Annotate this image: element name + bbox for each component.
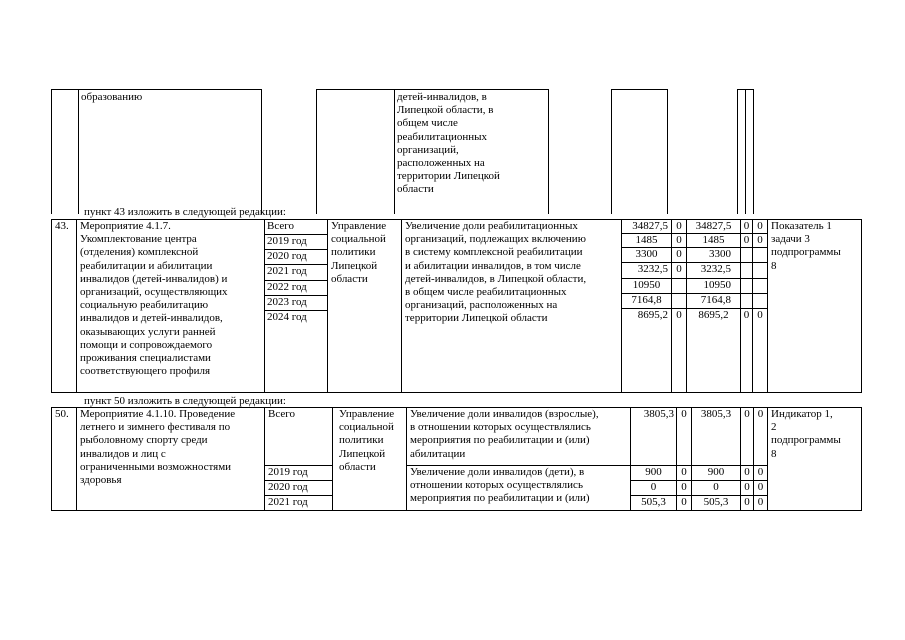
row-43-total-2020: 3300 bbox=[635, 248, 658, 260]
row-43-zero-b-2024: 0 bbox=[743, 309, 750, 321]
row-43-zero-c-all: 0 bbox=[757, 220, 763, 232]
row-50-indicator-adults: Увеличение доли инвалидов (взрослые), в отношении которых осуществлялись мероприятия по реабилитации и (или) абилитации bbox=[410, 408, 599, 460]
row-43-total-2024: 8695,2 bbox=[637, 309, 668, 321]
row-50-total-all: 3805,3 bbox=[643, 408, 674, 420]
row-43-zero-a-2024: 0 bbox=[676, 309, 682, 321]
row-50-regional-2020: 0 bbox=[713, 481, 719, 493]
row-43-total-2019: 1485 bbox=[635, 234, 658, 246]
row-50-total-2019: 900 bbox=[645, 466, 662, 478]
row-43-executor: Управление социальной политики Липецкой области bbox=[331, 220, 387, 285]
row-50-zero-a-2019: 0 bbox=[681, 466, 687, 478]
row-43-regional-2020: 3300 bbox=[709, 248, 731, 260]
row-50-zero-b-2019: 0 bbox=[744, 466, 750, 478]
row-43-year-2022: 2022 год bbox=[267, 281, 307, 293]
row-43-zero-b-2019: 0 bbox=[743, 234, 750, 246]
row-43-regional-all: 34827,5 bbox=[695, 220, 732, 232]
row-50-year-2019: 2019 год bbox=[268, 466, 308, 478]
top-block-event-text: образованию bbox=[81, 91, 143, 103]
row-43-regional-2021: 3232,5 bbox=[700, 263, 731, 275]
row-43-year-total: Всего bbox=[267, 220, 294, 232]
row-50-number: 50. bbox=[55, 408, 69, 420]
row-50-year-2020: 2020 год bbox=[268, 481, 308, 493]
row-43-indicator: Увеличение доли реабилитационных организаций, подлежащих включению в систему комплексной реабилитации и абилитации инвалидов, в том числе детей-инвалидов, в Липецкой области, в общем числе реабилитационных организаций, расположенных на территории Липецкой области bbox=[405, 220, 587, 325]
amendment-note-43: пункт 43 изложить в следующей редакции: bbox=[84, 206, 286, 218]
row-43-year-2019: 2019 год bbox=[267, 235, 307, 247]
row-43-total-2022: 10950 bbox=[632, 279, 661, 291]
row-43-total-2023: 7164,8 bbox=[631, 294, 662, 306]
row-43-year-2023: 2023 год bbox=[267, 296, 307, 308]
row-43-total-2021: 3232,5 bbox=[637, 263, 668, 275]
row-50-total-2021: 505,3 bbox=[641, 496, 666, 508]
row-43-regional-2019: 1485 bbox=[702, 234, 725, 246]
row-50-zero-a-all: 0 bbox=[681, 408, 687, 420]
amendment-note-50: пункт 50 изложить в следующей редакции: bbox=[84, 395, 286, 407]
row-50-zero-c-2020: 0 bbox=[757, 481, 764, 493]
row-50-reference: Индикатор 1, 2 подпрограммы 8 bbox=[771, 408, 841, 460]
row-43-zero-a-2021: 0 bbox=[676, 263, 682, 275]
row-50-zero-b-2021: 0 bbox=[744, 496, 750, 508]
row-43-zero-b-all: 0 bbox=[743, 220, 750, 232]
row-43-year-2020: 2020 год bbox=[267, 250, 307, 262]
row-50-zero-a-2020: 0 bbox=[681, 481, 687, 493]
row-50-year-2021: 2021 год bbox=[268, 496, 308, 508]
row-43-regional-2023: 7164,8 bbox=[700, 294, 731, 306]
row-50-zero-c-all: 0 bbox=[757, 408, 764, 420]
row-50-indicator-children: Увеличение доли инвалидов (дети), в отношении которых осуществлялись мероприятия по реабилитации и (или) bbox=[410, 466, 590, 505]
row-43-zero-c-2024: 0 bbox=[757, 309, 763, 321]
row-43-number: 43. bbox=[55, 220, 69, 232]
row-43-zero-a-all: 0 bbox=[676, 220, 682, 232]
row-50-zero-c-2019: 0 bbox=[757, 466, 764, 478]
row-50-zero-b-2020: 0 bbox=[744, 481, 750, 493]
row-50-regional-2019: 900 bbox=[707, 466, 725, 478]
row-50-zero-a-2021: 0 bbox=[681, 496, 687, 508]
row-43-year-2024: 2024 год bbox=[267, 311, 307, 323]
row-43-zero-c-2019: 0 bbox=[757, 234, 763, 246]
row-50-event: Мероприятие 4.1.10. Проведение летнего и зимнего фестиваля по рыболовному спорту среди инвалидов и лиц с ограниченными возможностями здоровья bbox=[80, 408, 236, 487]
row-50-total-2020: 0 bbox=[650, 481, 657, 493]
row-43-regional-2024: 8695,2 bbox=[698, 309, 729, 321]
row-43-total-all: 34827,5 bbox=[632, 220, 668, 232]
row-43-regional-2022: 10950 bbox=[703, 279, 731, 291]
row-43-event: Мероприятие 4.1.7. Укомплектование центра (отделения) комплексной реабилитации и абилитации инвалидов (детей-инвалидов) и организаций, осуществляющих социальную реабилитацию инвалидов и детей-инвалидов, оказывающих услуги ранней помощи и сопровождаемого проживания специалистами соответствующего профиля bbox=[80, 220, 228, 378]
row-50-regional-all: 3805,3 bbox=[700, 408, 732, 420]
row-50-regional-2021: 505,3 bbox=[703, 496, 729, 508]
row-43-reference: Показатель 1 задачи 3 подпрограммы 8 bbox=[771, 220, 841, 272]
row-43-zero-a-2020: 0 bbox=[676, 248, 682, 260]
top-block-indicator-text: детей-инвалидов, в Липецкой области, в общем числе реабилитационных организаций, расположенных на территории Липецкой области bbox=[397, 91, 500, 196]
row-50-executor: Управление социальной политики Липецкой области bbox=[339, 408, 395, 473]
row-50-year-total: Всего bbox=[268, 408, 295, 420]
row-50-zero-b-all: 0 bbox=[744, 408, 750, 420]
row-43-zero-a-2019: 0 bbox=[676, 234, 682, 246]
row-50-zero-c-2021: 0 bbox=[757, 496, 764, 508]
row-43-year-2021: 2021 год bbox=[267, 265, 307, 277]
